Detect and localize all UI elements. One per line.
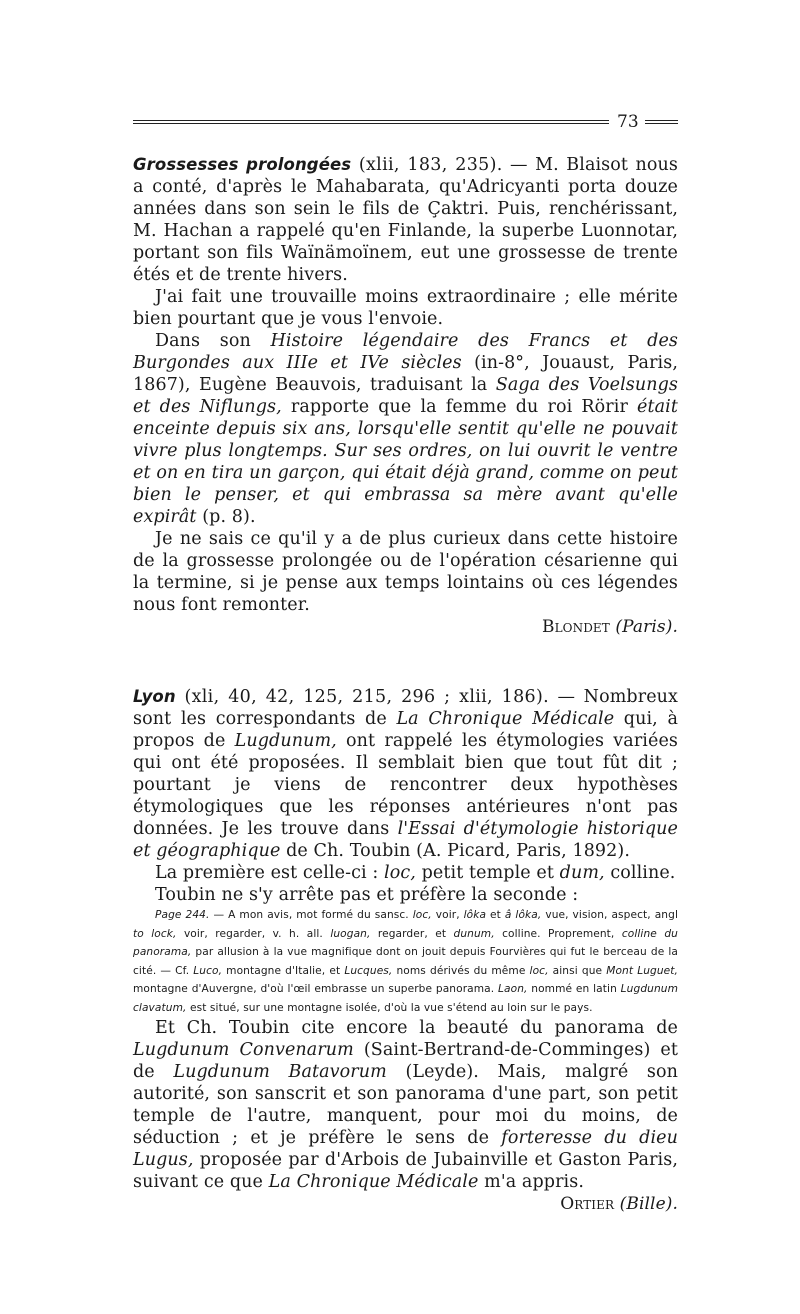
article-title: Grossesses prolongées [133,155,352,174]
quote-text: voir, regarder, v. h. all. [176,927,331,940]
term: loc, [412,909,432,921]
term: colline du panorama, [133,927,678,958]
quote-text: et [486,909,505,921]
term: dum, [559,863,605,883]
article-paragraph: J'ai fait une trouvaille moins extraordinaire ; elle mérite bien pourtant que je vous l'envoie. [133,287,678,329]
term: â lôka, [504,909,542,921]
place-name: Lugdunum, [234,731,337,751]
paragraph-text: — M. Blaisot nous a conté, d'après le Mahabarata, qu'Adricyanti porta douze années dans son sein le fils de Çaktri. Puis, renchérissant, M. Hachan a rappelé qu'en Finlande, la superbe Luonnotar, portant son fils Waïnämoïnem, eut une grossesse de trente étés et de trente hivers. [133,155,678,285]
article-paragraph: Toubin ne s'y arrête pas et préfère la seconde : [155,885,579,905]
quote-text: vue, vision, aspect, angl [541,909,678,921]
article-paragraph [133,862,678,884]
paragraph-text: ont rappelé les étymologies variées qui ont été proposées. Il semblait bien que tout fût dit ; pourtant je viens de rencontrer deux hypothèses étymologiques que les réponses antérieures n'ont pas données. Je les trouve dans [133,731,678,839]
quote-text: voir, [431,909,464,921]
paragraph-text: La première est celle-ci : [155,863,385,883]
article-grossesses [133,154,678,638]
term: loc, [384,863,416,883]
term: luogan, [330,927,371,940]
term: loc, [529,964,549,977]
term: Laon, [498,983,528,995]
article-reference: (xli, 40, 42, 125, 215, 296 ; xlii, 186). [175,687,549,707]
signature [133,1193,678,1215]
term: lôka [463,909,487,921]
journal-title: La Chronique Médicale [268,1172,479,1192]
page-header [133,112,678,142]
place-name: Lugdunum Convenarum [133,1040,354,1060]
signature-place: (Paris). [615,617,678,637]
signature [133,616,678,638]
paragraph-text: rapporte que la femme du roi Rörir [281,397,638,417]
paragraph-text: (in-8°, Jouaust, Paris, 1867), Eugène Beauvois, traduisant la [133,353,678,395]
paragraph-text: (p. 8). [196,507,256,527]
quote-text: par allusion à la vue magnifique dont on jouit depuis Fourvières qui fut le berceau de la cité. — Cf. [133,946,678,977]
article-title: Lyon [133,687,176,706]
paragraph-text: m'a appris. [478,1172,584,1192]
quotation: était enceinte depuis six ans, lorsqu'elle sentit qu'elle ne pouvait vivre plus longtemps. Sur ses ordres, on lui ouvrit le ventre et on en tira un garçon, qui était déjà grand, comme on peut bien le penser, et qui embrassa sa mère avant qu'elle expirât [133,397,678,527]
page-number: 73 [617,112,639,132]
paragraph-text: (Leyde). Mais, malgré son autorité, son sanscrit et son panorama d'une part, son petit temple de l'autre, manquent, pour moi du moins, de séduction ; et je préfère le sens de [133,1062,679,1148]
paragraph-text: qui, à propos de [133,709,678,751]
header-rule-left [133,120,609,124]
term: forteresse du dieu Lugus, [133,1128,678,1170]
quote-page: Page 244. [155,909,210,921]
article-lyon [133,686,678,1215]
quote-text: montagne d'Italie, et [222,964,345,977]
quote-text: montagne d'Auvergne, d'où l'œil embrasse un superbe panorama. [133,983,499,995]
article-paragraph [133,686,678,862]
article-reference: (xlii, 183, 235). [351,155,503,175]
paragraph-text: Et Ch. Toubin cite encore la beauté du panorama de [155,1018,678,1038]
paragraph-text: petit temple et [415,863,560,883]
signature-name: Blondet [542,617,610,637]
term: Lucques, [344,964,393,977]
journal-title: La Chronique Médicale [396,709,615,729]
term: Luco, [193,964,223,977]
paragraph-text: colline. [604,863,676,883]
paragraph-text: de Ch. Toubin (A. Picard, Paris, 1892). [280,841,630,861]
page [133,112,678,1215]
term: Lugdunum clavatum, [133,983,678,1014]
article-paragraph [133,1017,678,1193]
book-title: Histoire légendaire des Francs et des Burgondes aux IIIe et IVe siècles [133,331,678,373]
term: to lock, [133,927,177,940]
paragraph-text: — Nombreux sont les correspondants de [133,687,678,729]
quote-text: nommé en latin [527,983,621,995]
saga-title: Saga des Voelsungs et des Niflungs, [133,375,679,417]
quote-text: colline. Proprement, [494,927,622,940]
place-name: Lugdunum Batavorum [173,1062,387,1082]
block-quote [133,906,678,1017]
paragraph-text: proposée par d'Arbois de Jubainville et Gaston Paris, suivant ce que [133,1150,678,1192]
quote-text: — A mon avis, mot formé du sansc. [209,909,413,921]
quote-text: est situé, sur une montagne isolée, d'où la vue s'étend au loin sur le pays. [186,1001,593,1014]
signature-name: Ortier [560,1194,615,1214]
paragraph-text: Dans son [155,331,271,351]
signature-place: (Bille). [619,1194,678,1214]
article-paragraph: Je ne sais ce qu'il y a de plus curieux dans cette histoire de la grossesse prolongée ou de l'opération césarienne qui la termine, si je pense aux temps lointains où ces légendes nous font remonter. [133,529,678,615]
term: Mont Luguet, [606,964,678,977]
paragraph-text: (Saint-Bertrand-de-Comminges) et de [133,1040,678,1082]
header-rule-right [645,120,678,124]
quote-text: ainsi que [548,964,607,977]
quote-text: noms dérivés du même [392,964,530,977]
quote-text: regarder, et [370,927,454,940]
article-paragraph [133,330,678,528]
article-paragraph [133,154,678,286]
book-title: l'Essai d'étymologie historique et géographique [133,819,678,861]
term: dunum, [453,927,495,940]
